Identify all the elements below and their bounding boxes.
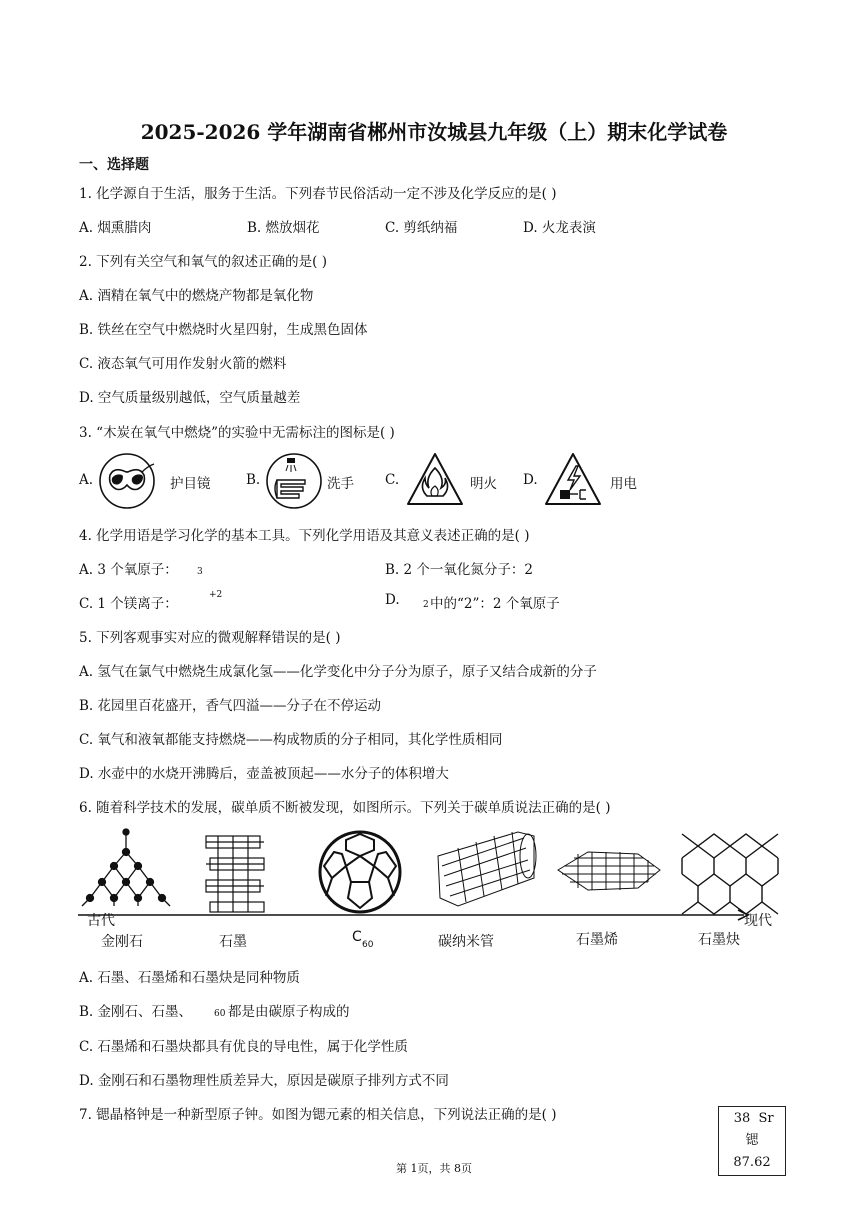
nanotube-label: 碳纳米管 — [438, 934, 494, 950]
question-4-option-a: A. 3 个氧原子： — [79, 562, 178, 578]
question-4-option-d-letter: D. — [385, 592, 400, 608]
element-number: 38 — [733, 1111, 751, 1126]
question-1-option-a: A. 烟熏腊肉 — [79, 220, 152, 236]
question-3-option-c-label: 明火 — [470, 476, 497, 492]
section-heading: 一、选择题 — [79, 157, 149, 173]
question-1-option-c: C. 剪纸纳福 — [385, 220, 458, 236]
question-4-option-c-superscript: +2 — [209, 590, 223, 600]
graphene-structure-icon — [558, 852, 660, 890]
graphene-label: 石墨烯 — [576, 932, 618, 948]
graphite-structure-icon — [206, 836, 264, 912]
c60-label: C — [352, 929, 362, 945]
page-footer: 第 1页，共 8页 — [396, 1162, 472, 1175]
question-1-option-b: B. 燃放烟花 — [247, 220, 320, 236]
timeline-start-label: 古代 — [87, 913, 115, 929]
question-4-option-a-subscript: 3 — [197, 567, 203, 577]
question-4-option-d: 中的“2”：2 个氧原子 — [430, 596, 560, 612]
question-3-option-d-label: 用电 — [610, 476, 637, 492]
hand-wash-icon — [263, 452, 325, 510]
element-mass: 87.62 — [733, 1155, 771, 1170]
question-3-option-d-letter: D. — [523, 472, 538, 488]
electricity-icon — [542, 450, 604, 510]
diamond-label: 金刚石 — [101, 934, 143, 950]
question-3-stem: 3. “木炭在氧气中燃烧”的实验中无需标注的图标是( ) — [79, 425, 395, 441]
question-2-option-c: C. 液态氧气可用作发射火箭的燃料 — [79, 356, 287, 372]
question-4-option-d-subscript: 2 — [423, 600, 429, 610]
question-6-option-d: D. 金刚石和石墨物理性质差异大，原因是碳原子排列方式不同 — [79, 1073, 449, 1089]
question-4-stem: 4. 化学用语是学习化学的基本工具。下列化学用语及其意义表述正确的是( ) — [79, 528, 530, 544]
question-1-stem: 1. 化学源自于生活，服务于生活。下列春节民俗活动一定不涉及化学反应的是( ) — [79, 186, 557, 202]
question-6-option-b: B. 金刚石、石墨、 — [79, 1004, 193, 1020]
goggles-icon — [96, 452, 158, 510]
question-3-option-c-letter: C. — [385, 472, 400, 488]
carbon-allotropes-figure — [78, 826, 790, 930]
question-4-option-b: B. 2 个一氧化氮分子：2 — [385, 562, 533, 578]
diamond-structure-icon — [82, 829, 170, 906]
question-5-option-b: B. 花园里百花盛开，香气四溢——分子在不停运动 — [79, 698, 382, 714]
question-3-option-b-label: 洗手 — [327, 476, 354, 492]
c60-structure-icon — [320, 832, 400, 912]
element-name: 锶 — [745, 1133, 759, 1148]
question-2-option-a: A. 酒精在氧气中的燃烧产物都是氧化物 — [79, 288, 314, 304]
graphite-label: 石墨 — [219, 934, 247, 950]
graphyne-label: 石墨炔 — [698, 932, 740, 948]
question-1-option-d: D. 火龙表演 — [523, 220, 596, 236]
question-3-option-a-letter: A. — [79, 472, 94, 488]
question-6-option-b-subscript: 60 — [214, 1009, 226, 1019]
question-5-option-c: C. 氧气和液氧都能支持燃烧——构成物质的分子相同，其化学性质相同 — [79, 732, 503, 748]
question-5-stem: 5. 下列客观事实对应的微观解释错误的是( ) — [79, 630, 341, 646]
question-6-option-b-rest: 都是由碳原子构成的 — [228, 1004, 350, 1020]
question-2-option-d: D. 空气质量级别越低，空气质量越差 — [79, 390, 301, 406]
question-5-option-a: A. 氢气在氯气中燃烧生成氯化氢——化学变化中分子分为原子，原子又结合成新的分子 — [79, 664, 597, 680]
page-title: 2025-2026 学年湖南省郴州市汝城县九年级（上）期末化学试卷 — [140, 120, 728, 144]
element-symbol: Sr — [758, 1111, 774, 1126]
question-2-stem: 2. 下列有关空气和氧气的叙述正确的是( ) — [79, 254, 327, 270]
c60-label-subscript: 60 — [362, 940, 374, 950]
carbon-nanotube-icon — [438, 832, 536, 906]
question-2-option-b: B. 铁丝在空气中燃烧时火星四射，生成黑色固体 — [79, 322, 368, 338]
question-6-option-a: A. 石墨、石墨烯和石墨炔是同种物质 — [79, 970, 300, 986]
question-7-stem: 7. 锶晶格钟是一种新型原子钟。如图为锶元素的相关信息，下列说法正确的是( ) — [79, 1107, 557, 1123]
question-3-option-a-label: 护目镜 — [170, 476, 211, 492]
question-6-stem: 6. 随着科学技术的发展，碳单质不断被发现，如图所示。下列关于碳单质说法正确的是( ) — [79, 800, 611, 816]
graphyne-structure-icon — [682, 834, 778, 914]
question-3-option-b-letter: B. — [246, 472, 261, 488]
question-5-option-d: D. 水壶中的水烧开沸腾后，壶盖被顶起——水分子的体积增大 — [79, 766, 449, 782]
timeline-end-label: 现代 — [744, 913, 772, 929]
open-flame-icon — [404, 450, 466, 510]
question-6-option-c: C. 石墨烯和石墨炔都具有优良的导电性，属于化学性质 — [79, 1039, 408, 1055]
question-4-option-c: C. 1 个镁离子： — [79, 596, 178, 612]
